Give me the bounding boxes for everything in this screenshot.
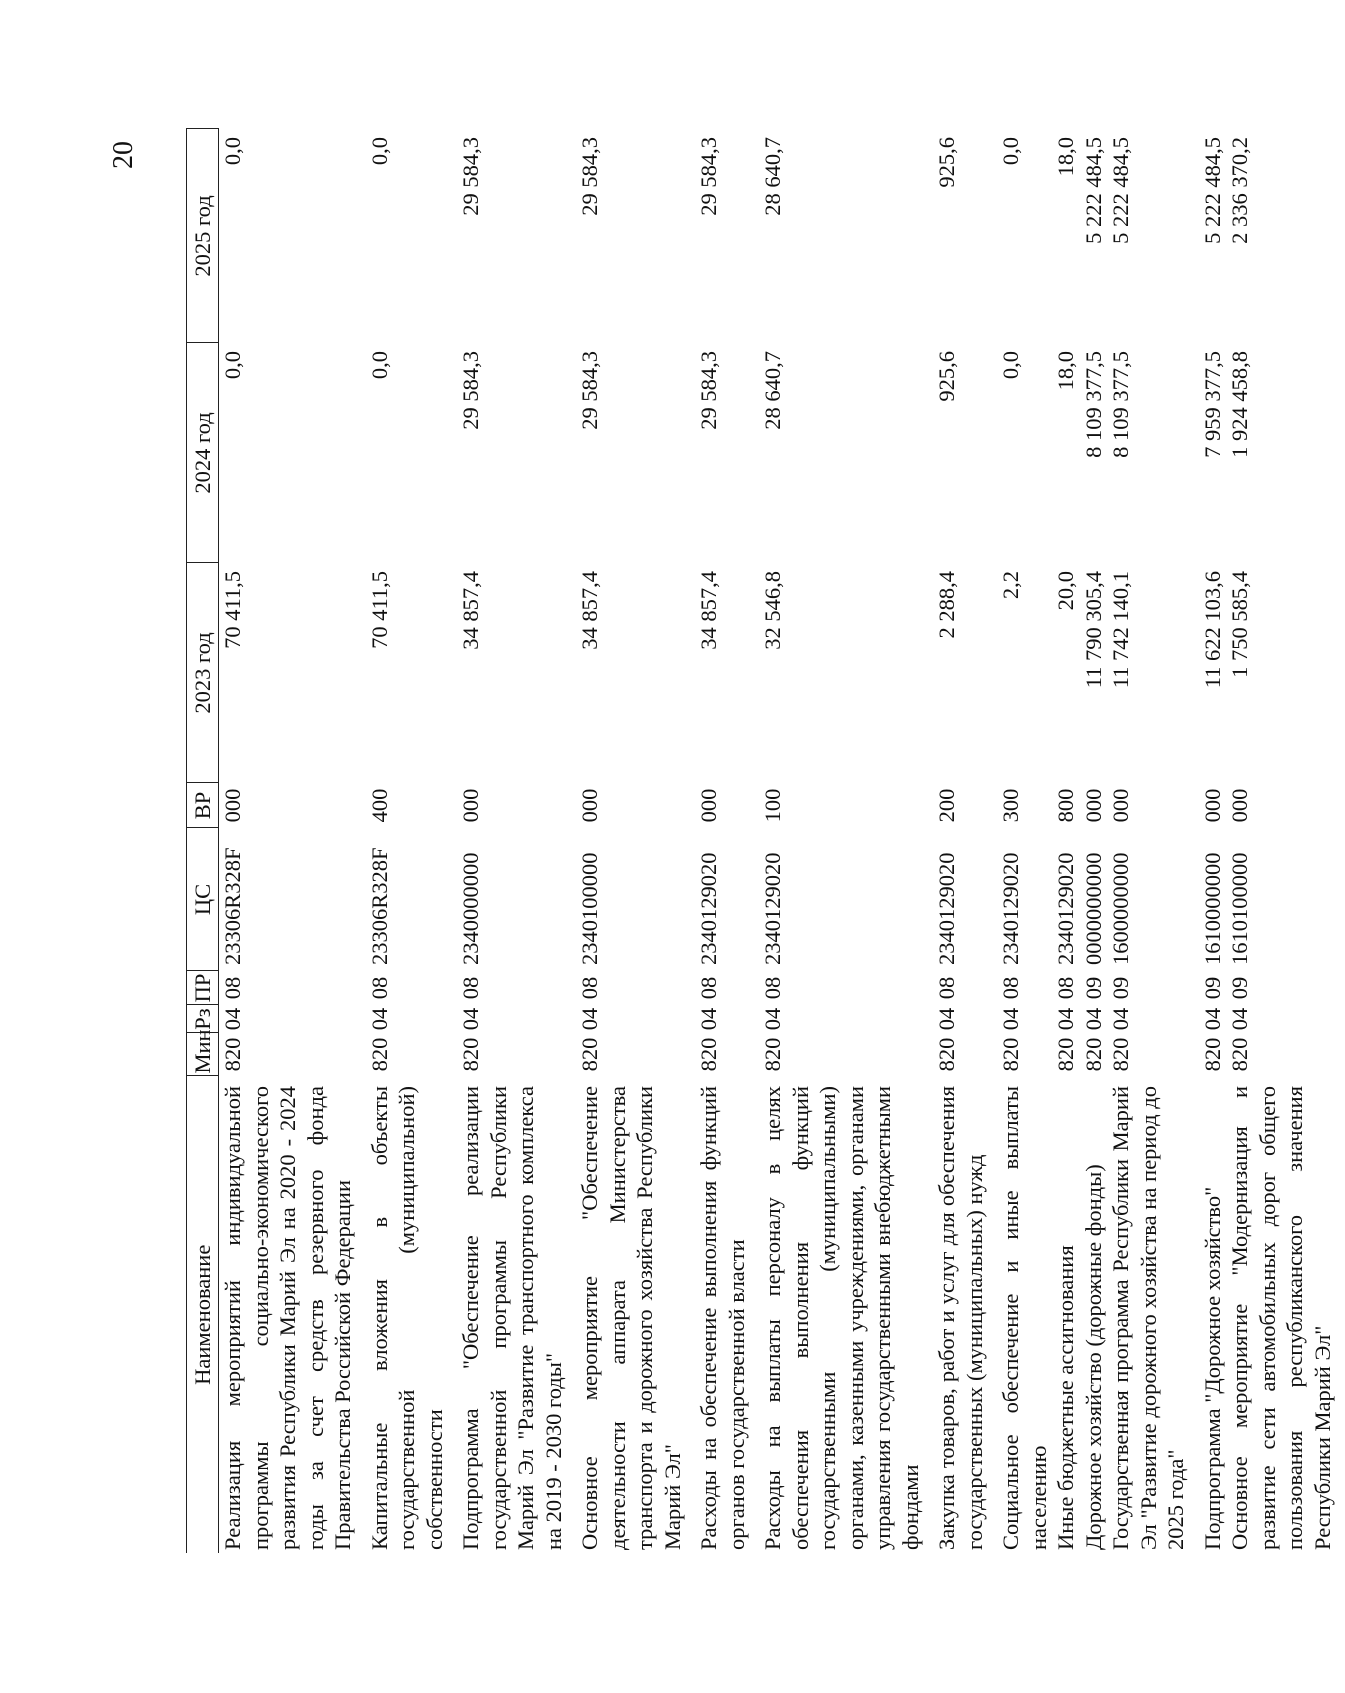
cell-2024: 0,0: [220, 351, 245, 380]
cell-2025: 5 222 484,5: [1199, 137, 1225, 244]
header-min: Мин: [187, 1033, 219, 1076]
header-2024: 2024 год: [187, 343, 219, 563]
cell-2023: 34 857,4: [577, 571, 602, 650]
cell-2024: 7 959 377,5: [1199, 351, 1225, 458]
cell-2023: 2,2: [998, 571, 1023, 600]
cell-2023: 70 411,5: [220, 571, 245, 649]
cell-pr: 09: [1080, 976, 1106, 1000]
cell-name: Закупка товаров, работ и услуг для обеспечения государственных (муниципальных) нужд: [934, 1086, 987, 1550]
header-pr: ПР: [187, 971, 219, 1005]
table-row: [759, 129, 933, 1553]
cell-2024: 29 584,3: [696, 351, 721, 430]
cell-2023: 20,0: [1053, 571, 1078, 611]
cell-cs: 2340129020: [934, 852, 959, 965]
cell-2025: 18,0: [1053, 137, 1078, 177]
cell-name: Основное мероприятие "Модернизация и развитие сети автомобильных дорог общего пользования республиканского значения Республики Марий Эл": [1227, 1086, 1335, 1550]
table-row: [933, 129, 997, 1553]
cell-rz: 04: [998, 1007, 1023, 1031]
cell-min: 820: [998, 1037, 1023, 1072]
cell-2025: 29 584,3: [577, 137, 602, 216]
cell-2023: 34 857,4: [696, 571, 721, 650]
cell-name: Капитальные вложения в объекты государственной (муниципальной) собственности: [366, 1086, 447, 1550]
cell-2024: 29 584,3: [577, 351, 602, 430]
cell-2023: 1 750 585,4: [1227, 571, 1252, 678]
cell-min: 820: [366, 1037, 392, 1072]
cell-pr: 09: [1108, 976, 1133, 1000]
table-row: [219, 129, 366, 1553]
cell-vr: 200: [934, 788, 959, 823]
cell-pr: 08: [760, 976, 785, 1000]
cell-2025: 28 640,7: [760, 137, 785, 216]
cell-min: 820: [1227, 1037, 1252, 1072]
table-row: [1199, 129, 1227, 1553]
cell-2024: 0,0: [366, 351, 392, 380]
cell-2025: 0,0: [220, 137, 245, 166]
cell-2023: 32 546,8: [760, 571, 785, 650]
cell-pr: 08: [458, 976, 483, 1000]
budget-table: [186, 129, 1345, 1554]
cell-min: 820: [1053, 1037, 1078, 1072]
cell-rz: 04: [220, 1007, 245, 1031]
cell-cs: 2340129020: [696, 852, 721, 965]
cell-2024: 18,0: [1053, 351, 1078, 391]
cell-name: Подпрограмма "Обеспечение реализации государственной программы Республики Марий Эл "Развитие транспортного комплекса на 2019 - 2030 годы": [458, 1086, 566, 1550]
header-cs: ЦС: [187, 828, 219, 971]
cell-rz: 04: [366, 1007, 392, 1031]
cell-rz: 04: [1199, 1007, 1225, 1031]
cell-2025: 5 222 484,5: [1080, 137, 1106, 244]
cell-2025: 925,6: [934, 137, 959, 188]
table-row: [1107, 129, 1199, 1553]
cell-2025: 29 584,3: [458, 137, 483, 216]
header-name: Наименование: [187, 1076, 219, 1553]
cell-vr: 800: [1053, 788, 1078, 823]
cell-vr: 000: [1227, 788, 1252, 823]
cell-2023: 11 790 305,4: [1080, 571, 1106, 689]
cell-cs: 23306R328F: [220, 847, 245, 965]
header-rz: Рз: [187, 1005, 219, 1033]
cell-2025: 29 584,3: [696, 137, 721, 216]
table-row: [457, 129, 576, 1553]
cell-rz: 04: [1227, 1007, 1252, 1031]
cell-rz: 04: [1080, 1007, 1106, 1031]
cell-pr: 08: [696, 976, 721, 1000]
table-row: [997, 129, 1052, 1553]
cell-vr: 000: [577, 788, 602, 823]
cell-min: 820: [1199, 1037, 1225, 1072]
cell-name: Социальное обеспечение и иные выплаты населению: [998, 1086, 1051, 1550]
cell-2025: 5 222 484,5: [1108, 137, 1133, 244]
cell-rz: 04: [760, 1007, 785, 1031]
cell-rz: 04: [1108, 1007, 1133, 1031]
cell-pr: 08: [1053, 976, 1078, 1000]
cell-min: 820: [220, 1037, 245, 1072]
table-header-row: [187, 129, 219, 1553]
cell-vr: 000: [696, 788, 721, 823]
cell-2023: 11 622 103,6: [1199, 571, 1225, 689]
cell-pr: 09: [1227, 976, 1252, 1000]
cell-2023: 34 857,4: [458, 571, 483, 650]
cell-vr: 000: [458, 788, 483, 823]
cell-vr: 000: [1199, 788, 1225, 823]
cell-2024: 8 109 377,5: [1080, 351, 1106, 458]
cell-2024: 29 584,3: [458, 351, 483, 430]
cell-name: Основное мероприятие "Обеспечение деятельности аппарата Министерства транспорта и дорожного хозяйства Республики Марий Эл": [577, 1086, 685, 1550]
header-vr: ВР: [187, 783, 219, 828]
cell-vr: 000: [1080, 788, 1106, 823]
page-number: 20: [108, 141, 139, 169]
cell-cs: 1600000000: [1108, 852, 1133, 965]
cell-2023: 11 742 140,1: [1108, 571, 1133, 689]
table-row: [1080, 129, 1108, 1553]
cell-rz: 04: [458, 1007, 483, 1031]
cell-cs: 23306R328F: [366, 847, 392, 965]
cell-2025: 2 336 370,2: [1227, 137, 1252, 244]
cell-pr: 08: [220, 976, 245, 1000]
cell-2024: 1 924 458,8: [1227, 351, 1252, 458]
table-row: [1052, 129, 1080, 1553]
cell-rz: 04: [1053, 1007, 1078, 1031]
cell-vr: 400: [366, 788, 392, 823]
cell-rz: 04: [696, 1007, 721, 1031]
cell-pr: 09: [1199, 976, 1225, 1000]
cell-min: 820: [934, 1037, 959, 1072]
header-2025: 2025 год: [187, 129, 219, 343]
cell-min: 820: [1108, 1037, 1133, 1072]
cell-2023: 2 288,4: [934, 571, 959, 639]
cell-pr: 08: [998, 976, 1023, 1000]
header-2023: 2023 год: [187, 563, 219, 783]
cell-rz: 04: [577, 1007, 602, 1031]
cell-rz: 04: [934, 1007, 959, 1031]
table-row: [366, 129, 458, 1553]
cell-cs: 1610100000: [1227, 852, 1252, 965]
cell-2025: 0,0: [998, 137, 1023, 166]
cell-2023: 70 411,5: [366, 571, 392, 649]
cell-cs: 2340129020: [1053, 852, 1078, 965]
table-row: [1226, 129, 1345, 1553]
cell-2024: 28 640,7: [760, 351, 785, 430]
cell-min: 820: [458, 1037, 483, 1072]
table-row: [576, 129, 695, 1553]
cell-cs: 1610000000: [1199, 852, 1225, 965]
cell-cs: 2340100000: [577, 852, 602, 965]
cell-vr: 100: [760, 788, 785, 823]
table-row: [695, 129, 759, 1553]
cell-2024: 925,6: [934, 351, 959, 402]
cell-pr: 08: [934, 976, 959, 1000]
cell-min: 820: [577, 1037, 602, 1072]
cell-name: Расходы на обеспечение выполнения функций органов государственной власти: [696, 1086, 749, 1550]
cell-vr: 000: [220, 788, 245, 823]
cell-2024: 8 109 377,5: [1108, 351, 1133, 458]
cell-name: Иные бюджетные ассигнования: [1053, 1245, 1078, 1550]
cell-name: Государственная программа Республики Марий Эл "Развитие дорожного хозяйства на период до 2025 года": [1108, 1086, 1188, 1550]
cell-min: 820: [760, 1037, 785, 1072]
cell-min: 820: [696, 1037, 721, 1072]
cell-pr: 08: [577, 976, 602, 1000]
cell-vr: 000: [1108, 788, 1133, 823]
cell-name: Расходы на выплаты персоналу в целях обеспечения выполнения функций государственными (муниципальными) органами, казенными учреждениями, органами управления государственными внебюджетными фондами: [760, 1086, 923, 1550]
cell-cs: 2340129020: [760, 852, 785, 965]
cell-min: 820: [1080, 1037, 1106, 1072]
cell-cs: 0000000000: [1080, 852, 1106, 965]
cell-name: Реализация мероприятий индивидуальной программы социально-экономического развития Республики Марий Эл на 2020 - 2024 годы за счет средств резервного фонда Правительства Российской Федерации: [220, 1086, 355, 1550]
cell-vr: 300: [998, 788, 1023, 823]
cell-name: Дорожное хозяйство (дорожные фонды): [1080, 1164, 1106, 1550]
cell-2024: 0,0: [998, 351, 1023, 380]
cell-2025: 0,0: [366, 137, 392, 166]
cell-pr: 08: [366, 976, 392, 1000]
cell-name: Подпрограмма "Дорожное хозяйство": [1199, 1186, 1225, 1550]
cell-cs: 2340000000: [458, 852, 483, 965]
cell-cs: 2340129020: [998, 852, 1023, 965]
